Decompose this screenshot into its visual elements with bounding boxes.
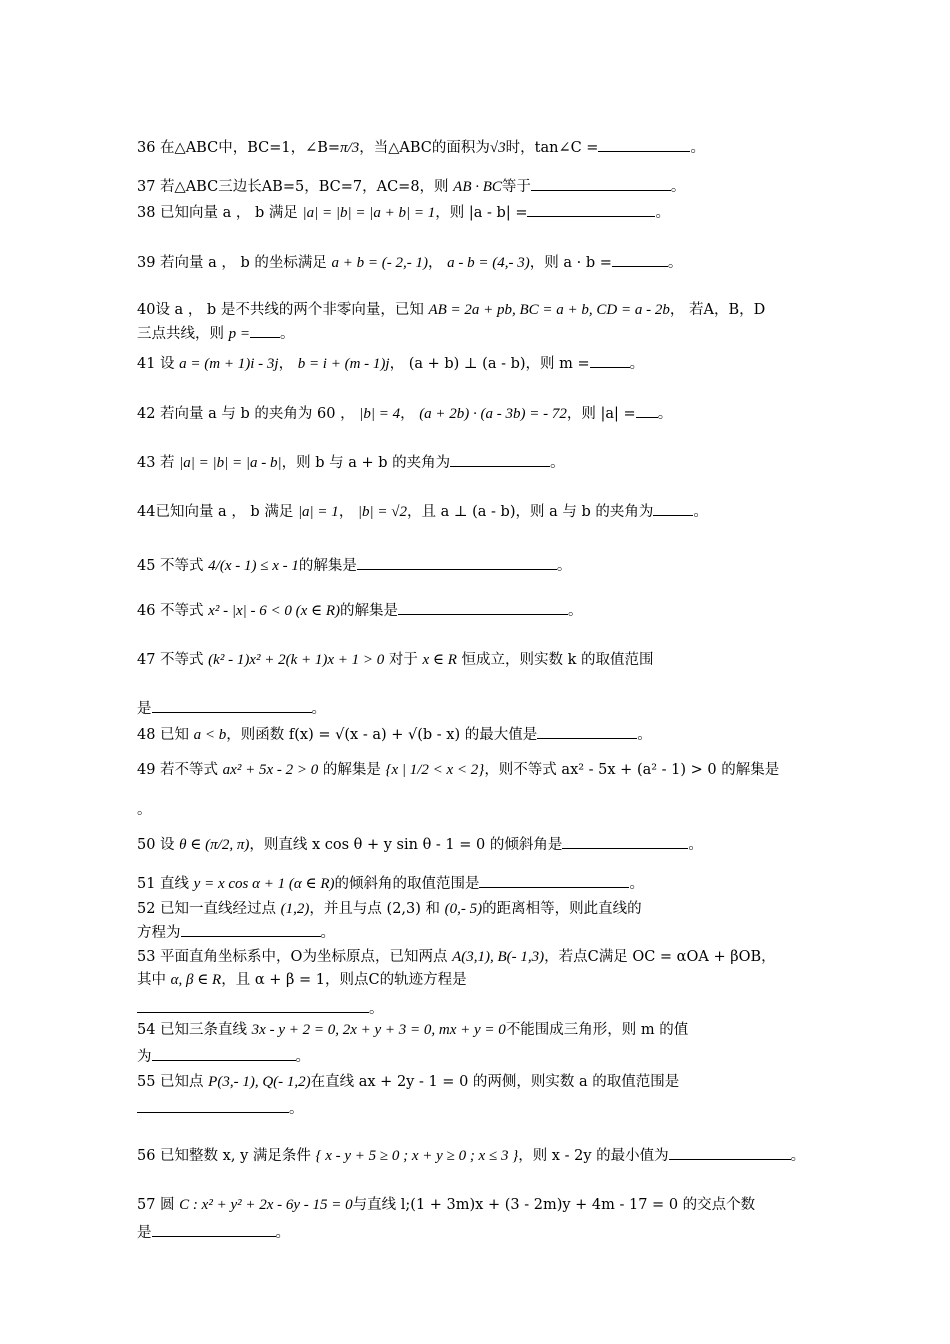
- problem-text: ， (a + b) ⊥ (a - b)，则 m =: [389, 356, 590, 372]
- problem-text: ，当△ABC的面积为: [359, 140, 490, 156]
- math-expression: a - b = (4,- 3): [447, 255, 530, 271]
- end-punctuation: 。: [637, 727, 652, 743]
- math-expression: √3: [489, 140, 506, 156]
- problem-number: 47: [137, 652, 156, 668]
- problem-text: ，且 a ⊥ (a - b)，则 a 与 b 的夹角为: [407, 504, 654, 520]
- math-expression: P(3,- 1), Q(- 1,2): [208, 1074, 311, 1090]
- end-punctuation: 。: [295, 1049, 310, 1065]
- math-expression: |b| = √2: [357, 504, 408, 520]
- math-expression: {x | 1/2 < x < 2}: [385, 762, 485, 778]
- math-expression: θ ∈ (π/2, π): [179, 837, 250, 853]
- problem-line: [137, 724, 867, 745]
- problem-number: 44: [137, 504, 156, 520]
- answer-blank[interactable]: [537, 724, 637, 739]
- end-punctuation: 。: [320, 925, 335, 941]
- math-expression: |b| = 4: [359, 406, 401, 422]
- problem-number: 48: [137, 727, 156, 743]
- problem-number: 43: [137, 455, 156, 471]
- math-expression: a + b = (- 2,- 1): [331, 255, 429, 271]
- problem-number: 40: [137, 302, 156, 318]
- problem-line: [137, 800, 867, 820]
- answer-blank[interactable]: [612, 252, 668, 267]
- problem-text: 圆: [155, 1197, 180, 1213]
- answer-blank[interactable]: [479, 873, 629, 888]
- problem-text: 已知向量 a ， b 满足: [155, 205, 303, 221]
- problem-number: 49: [137, 762, 156, 778]
- end-punctuation: 。: [369, 1001, 384, 1017]
- math-expression: AB = 2a + pb, BC = a + b, CD = a - 2b: [428, 302, 670, 318]
- math-expression: α, β ∈ R: [170, 972, 222, 988]
- end-punctuation: 。: [688, 837, 703, 853]
- problem-number: 52: [137, 901, 156, 917]
- problem-line: [137, 1222, 867, 1243]
- answer-blank[interactable]: [357, 555, 557, 570]
- problem-text: 的解集是: [340, 603, 399, 619]
- math-expression: A(3,1), B(- 1,3): [452, 949, 545, 965]
- math-expression: |a| = |b| = |a - b|: [179, 455, 282, 471]
- math-expression: 3x - y + 2 = 0, 2x + y + 3 = 0, mx + y = 0: [251, 1022, 506, 1038]
- problem-line: [137, 1098, 867, 1119]
- answer-blank[interactable]: [152, 698, 312, 713]
- math-expression: b = i + (m - 1)j: [297, 356, 390, 372]
- math-expression: a < b: [193, 727, 227, 743]
- problem-text: 三点共线，则: [137, 326, 229, 342]
- problem-line: [137, 501, 867, 522]
- problem-number: 39: [137, 255, 156, 271]
- problem-number: 37: [137, 179, 156, 195]
- problem-line: [137, 1020, 867, 1040]
- problem-line: [137, 403, 867, 424]
- problem-line: [137, 834, 867, 855]
- problem-text: ，且 α + β = 1，则点C的轨迹方程是: [221, 972, 467, 988]
- problem-line: [137, 1145, 867, 1166]
- answer-blank[interactable]: [636, 403, 658, 418]
- end-punctuation: 。: [690, 140, 705, 156]
- problem-number: 50: [137, 837, 156, 853]
- end-punctuation: 。: [289, 1101, 304, 1117]
- problem-text: 是: [137, 1225, 152, 1241]
- math-expression: y = x cos α + 1 (α ∈ R): [193, 876, 335, 892]
- answer-blank[interactable]: [152, 1222, 276, 1237]
- problem-text: 对于: [384, 652, 423, 668]
- problem-text: 已知三条直线: [155, 1022, 252, 1038]
- math-expression: p =: [228, 326, 250, 342]
- problem-text: 在△ABC中，BC=1，∠B=: [155, 140, 341, 156]
- math-expression: π/3: [340, 140, 360, 156]
- problem-number: 54: [137, 1022, 156, 1038]
- problem-text: 设: [155, 356, 180, 372]
- math-expression: C : x² + y² + 2x - 6y - 15 = 0: [179, 1197, 353, 1213]
- problem-line: [137, 555, 867, 576]
- problem-text: ，则 x - 2y 的最小值为: [518, 1148, 669, 1164]
- problem-text: ，则直线 x cos θ + y sin θ - 1 = 0 的倾斜角是: [249, 837, 563, 853]
- end-punctuation: 。: [279, 326, 295, 342]
- problem-text: 已知向量 a ， b 满足: [155, 504, 298, 520]
- math-expression: (k² - 1)x² + 2(k + 1)x + 1 > 0: [208, 652, 385, 668]
- math-expression: x² - |x| - 6 < 0 (x ∈ R): [208, 603, 341, 619]
- end-punctuation: 。: [657, 406, 673, 422]
- math-expression: |a| = |b| = |a + b| = 1: [302, 205, 436, 221]
- problem-text: 若不等式: [155, 762, 223, 778]
- problem-text: ，: [400, 406, 420, 422]
- problem-number: 45: [137, 558, 156, 574]
- problem-text: 的解集是: [298, 558, 357, 574]
- problem-text: 已知点: [155, 1074, 209, 1090]
- math-expression: (0,- 5): [444, 901, 483, 917]
- problem-number: 46: [137, 603, 156, 619]
- problem-text: 时，tan∠C =: [505, 140, 599, 156]
- problem-number: 36: [137, 140, 156, 156]
- math-expression: { x - y + 5 ≥ 0 ; x + y ≥ 0 ; x ≤ 3 }: [315, 1148, 519, 1164]
- problem-line: [137, 873, 867, 894]
- problem-number: 57: [137, 1197, 156, 1213]
- problem-text: 等于: [501, 179, 531, 195]
- problem-line: [137, 970, 867, 990]
- problem-line: [137, 452, 867, 473]
- problem-number: 51: [137, 876, 156, 892]
- answer-blank[interactable]: [450, 452, 550, 467]
- problem-text: 方程为: [137, 925, 181, 941]
- problem-text: 的距离相等，则此直线的: [482, 901, 642, 917]
- end-punctuation: 。: [137, 802, 152, 818]
- problem-line: [137, 300, 867, 320]
- end-punctuation: 。: [629, 356, 645, 372]
- answer-blank[interactable]: [562, 834, 688, 849]
- end-punctuation: 。: [790, 1148, 806, 1164]
- problem-text: ，: [278, 356, 298, 372]
- problem-text: 若△ABC三边长AB=5，BC=7，AC=8，则: [155, 179, 454, 195]
- problem-text: 若: [155, 455, 180, 471]
- problem-line: [137, 698, 867, 719]
- problem-text: 平面直角坐标系中，O为坐标原点，已知两点: [155, 949, 453, 965]
- problem-line: [137, 600, 867, 621]
- problem-text: 其中: [137, 972, 171, 988]
- problem-number: 56: [137, 1148, 156, 1164]
- math-expression: AB · BC: [453, 179, 502, 195]
- end-punctuation: 。: [568, 603, 583, 619]
- math-expression: x ∈ R: [422, 652, 457, 668]
- math-expression: (a + 2b) · (a - 3b) = - 72: [419, 406, 567, 422]
- end-punctuation: 。: [693, 504, 708, 520]
- problem-line: [137, 899, 867, 919]
- problem-line: [137, 922, 867, 943]
- problem-text: ，则 a · b =: [529, 255, 612, 271]
- problem-text: ，若点C满足 OC = αOA + βOB，: [544, 949, 776, 965]
- problem-number: 55: [137, 1074, 156, 1090]
- end-punctuation: 。: [629, 876, 644, 892]
- answer-blank[interactable]: [590, 353, 630, 368]
- problem-line: [137, 176, 867, 197]
- problem-text: 为: [137, 1049, 152, 1065]
- end-punctuation: 。: [556, 558, 572, 574]
- problem-text: 是: [137, 701, 152, 717]
- answer-blank[interactable]: [598, 137, 690, 152]
- problem-text: ，则 |a| =: [566, 406, 636, 422]
- problem-number: 42: [137, 406, 156, 422]
- problem-line: [137, 202, 867, 223]
- problem-text: 不等式: [155, 558, 209, 574]
- problem-line: [137, 1072, 867, 1092]
- answer-blank[interactable]: [527, 202, 655, 217]
- end-punctuation: 。: [275, 1225, 290, 1241]
- problem-text: 不等式: [155, 603, 209, 619]
- answer-blank[interactable]: [250, 323, 280, 338]
- problem-text: 不等式: [155, 652, 209, 668]
- problem-number: 38: [137, 205, 156, 221]
- problem-text: 已知: [155, 727, 194, 743]
- problem-number: 41: [137, 356, 156, 372]
- end-punctuation: 。: [655, 205, 670, 221]
- problem-text: 的倾斜角的取值范围是: [334, 876, 480, 892]
- math-expression: |a| = 1: [297, 504, 339, 520]
- end-punctuation: 。: [311, 701, 326, 717]
- problem-text: 若向量 a ， b 的坐标满足: [155, 255, 332, 271]
- problem-text: 与直线 l;(1 + 3m)x + (3 - 2m)y + 4m - 17 = 0 的交点个数: [352, 1197, 756, 1213]
- problem-text: 设 a ， b 是不共线的两个非零向量，已知: [155, 302, 429, 318]
- problem-text: ，则 b 与 a + b 的夹角为: [281, 455, 451, 471]
- problem-number: 53: [137, 949, 156, 965]
- problem-line: [137, 760, 867, 780]
- math-expression: a = (m + 1)i - 3j: [179, 356, 279, 372]
- end-punctuation: 。: [670, 179, 686, 195]
- problem-text: 若向量 a 与 b 的夹角为 60 ，: [155, 406, 360, 422]
- answer-blank[interactable]: [669, 1145, 791, 1160]
- problem-line: [137, 137, 867, 158]
- problem-text: ，则不等式 ax² - 5x + (a² - 1) > 0 的解集是: [484, 762, 780, 778]
- problem-text: 的解集是: [318, 762, 386, 778]
- problem-text: 不能围成三角形，则 m 的值: [505, 1022, 689, 1038]
- problem-line: [137, 998, 867, 1019]
- problem-text: ， 若A，B，D: [669, 302, 766, 318]
- problem-text: 已知一直线经过点: [155, 901, 281, 917]
- problem-text: ，: [338, 504, 358, 520]
- math-expression: (1,2): [280, 901, 310, 917]
- problem-text: 已知整数 x, y 满足条件: [155, 1148, 316, 1164]
- problem-line: [137, 947, 867, 967]
- problem-line: [137, 1195, 867, 1215]
- problem-text: 在直线 ax + 2y - 1 = 0 的两侧，则实数 a 的取值范围是: [310, 1074, 680, 1090]
- problem-text: ，则 |a - b| =: [435, 205, 528, 221]
- problem-text: 设: [155, 837, 180, 853]
- problem-line: [137, 252, 867, 273]
- answer-blank[interactable]: [152, 1046, 296, 1061]
- problem-text: ，则函数 f(x) = √(x - a) + √(b - x) 的最大值是: [226, 727, 538, 743]
- problem-line: [137, 650, 867, 670]
- answer-blank[interactable]: [181, 922, 321, 937]
- problem-line: [137, 1046, 867, 1067]
- problem-line: [137, 353, 867, 374]
- problem-text: 直线: [155, 876, 194, 892]
- answer-blank[interactable]: [653, 501, 693, 516]
- problem-text: 恒成立，则实数 k 的取值范围: [456, 652, 654, 668]
- math-expression: ax² + 5x - 2 > 0: [222, 762, 319, 778]
- answer-blank[interactable]: [398, 600, 568, 615]
- problem-text: ，: [428, 255, 448, 271]
- problem-line: [137, 323, 867, 344]
- problem-text: ，并且与点 (2,3) 和: [309, 901, 445, 917]
- answer-blank[interactable]: [531, 176, 671, 191]
- answer-blank[interactable]: [137, 998, 369, 1013]
- end-punctuation: 。: [667, 255, 683, 271]
- math-expression: 4/(x - 1) ≤ x - 1: [208, 558, 299, 574]
- end-punctuation: 。: [550, 455, 565, 471]
- answer-blank[interactable]: [137, 1098, 289, 1113]
